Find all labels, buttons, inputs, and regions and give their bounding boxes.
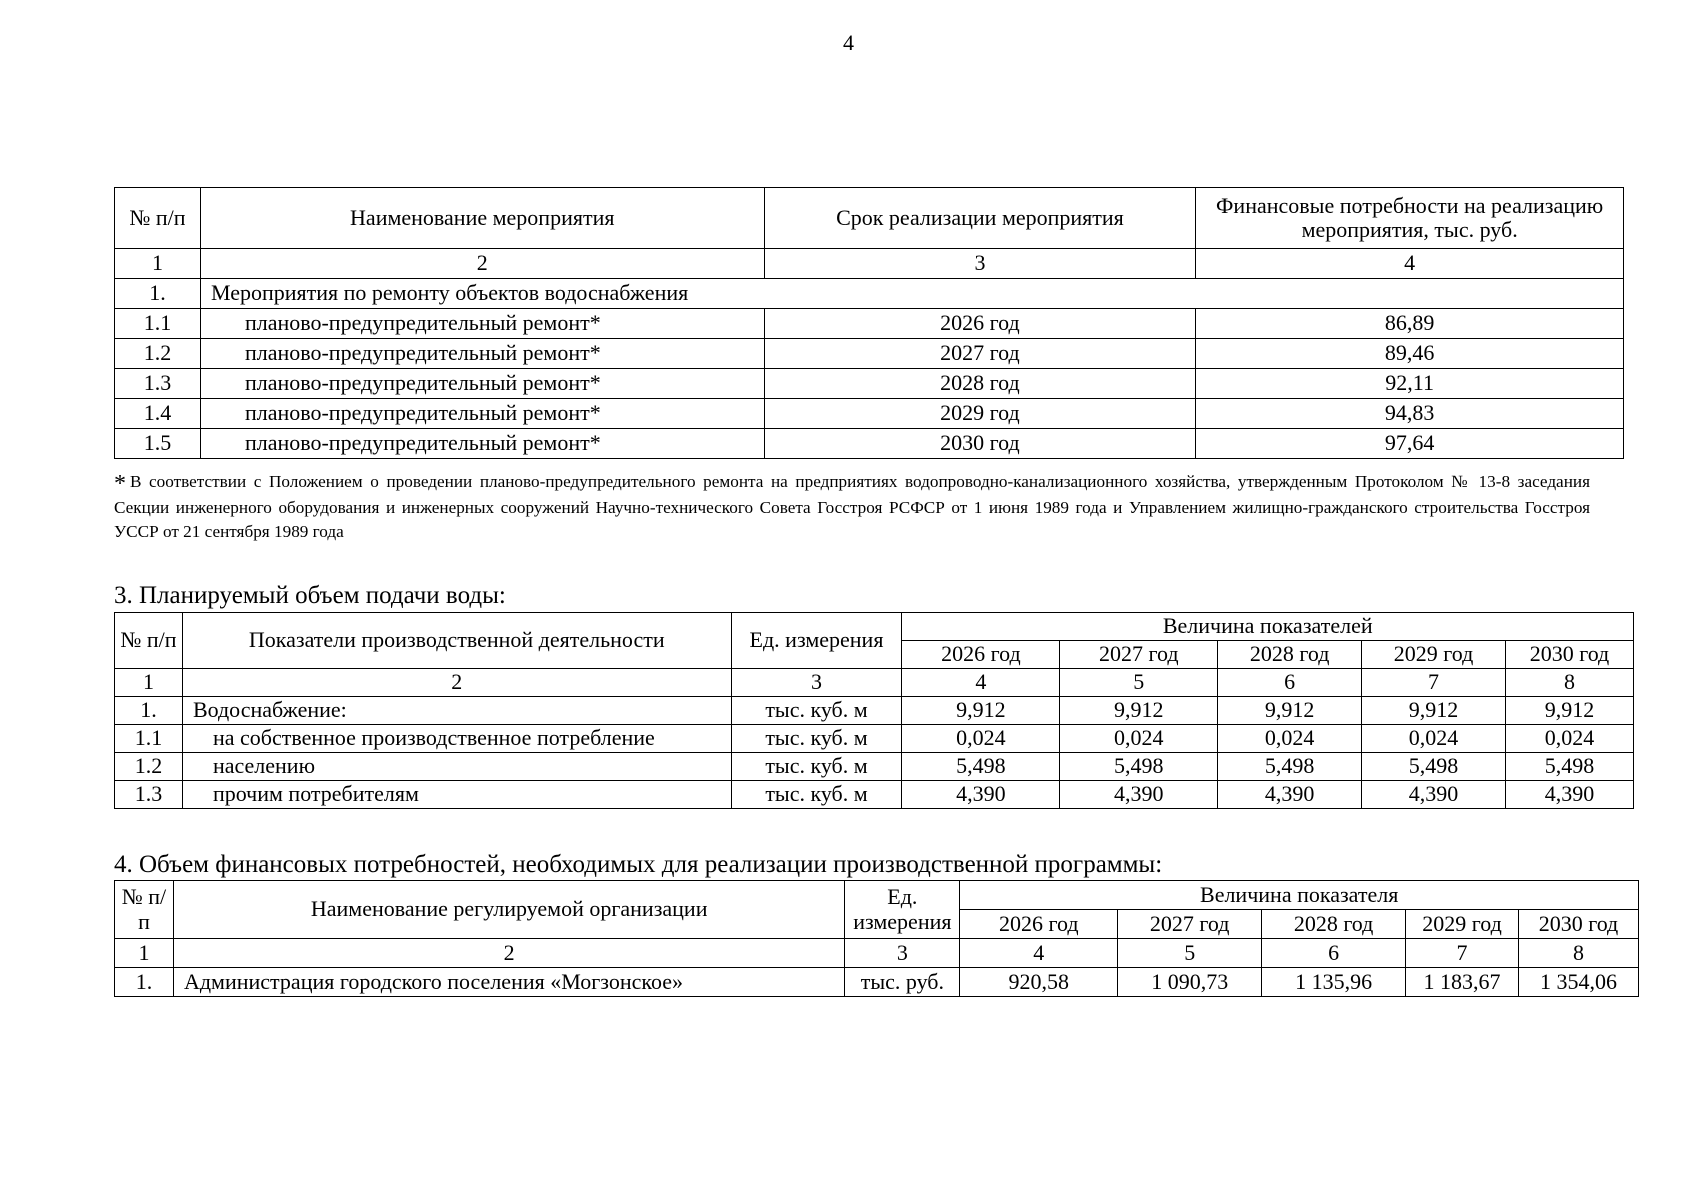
measure-amount: 89,46 [1196, 339, 1624, 369]
organization-name: Администрация городского поселения «Могзонское» [173, 968, 844, 997]
measure-name: планово-предупредительный ремонт* [200, 309, 764, 339]
value-cell: 9,912 [1218, 697, 1362, 725]
column-number: 4 [902, 669, 1060, 697]
value-cell: 1 183,67 [1406, 968, 1519, 997]
value-cell: 5,498 [1506, 753, 1634, 781]
indicator-name: Водоснабжение: [182, 697, 731, 725]
section-row [115, 279, 1624, 309]
unit-cell: тыс. куб. м [731, 725, 902, 753]
value-cell: 9,912 [1060, 697, 1218, 725]
header-cell: Величина показателя [960, 881, 1639, 910]
measure-name: планово-предупредительный ремонт* [200, 369, 764, 399]
value-cell: 0,024 [1362, 725, 1506, 753]
header-cell: Наименование мероприятия [200, 188, 764, 249]
measure-term: 2026 год [764, 309, 1196, 339]
row-number: 1. [115, 697, 183, 725]
unit-cell: тыс. куб. м [731, 753, 902, 781]
row-number: 1.4 [115, 399, 201, 429]
column-number: 4 [960, 939, 1118, 968]
header-cell: Наименование регулируемой организации [173, 881, 844, 939]
measure-amount: 94,83 [1196, 399, 1624, 429]
year-header: 2028 год [1218, 641, 1362, 669]
header-cell: № п/п [115, 613, 183, 669]
table-row [115, 399, 1624, 429]
column-number: 3 [845, 939, 960, 968]
indicator-name: прочим потребителям [182, 781, 731, 809]
value-cell: 5,498 [1218, 753, 1362, 781]
year-header: 2030 год [1519, 910, 1639, 939]
table-row [115, 725, 1634, 753]
value-cell: 0,024 [1218, 725, 1362, 753]
measure-name: планово-предупредительный ремонт* [200, 399, 764, 429]
column-number: 6 [1218, 669, 1362, 697]
year-header: 2026 год [902, 641, 1060, 669]
column-number: 7 [1362, 669, 1506, 697]
year-header: 2029 год [1406, 910, 1519, 939]
measure-term: 2027 год [764, 339, 1196, 369]
header-cell: Ед. измерения [845, 881, 960, 939]
year-header: 2029 год [1362, 641, 1506, 669]
value-cell: 0,024 [1506, 725, 1634, 753]
value-cell: 4,390 [902, 781, 1060, 809]
header-cell: Показатели производственной деятельности [182, 613, 731, 669]
header-cell: № п/п [115, 188, 201, 249]
table-header-row [115, 881, 1639, 910]
column-number: 2 [173, 939, 844, 968]
column-number: 6 [1262, 939, 1406, 968]
value-cell: 5,498 [902, 753, 1060, 781]
header-cell: № п/п [115, 881, 174, 939]
column-number: 1 [115, 939, 174, 968]
table-row [115, 697, 1634, 725]
financial-needs-table [114, 880, 1639, 997]
measure-amount: 92,11 [1196, 369, 1624, 399]
indicator-name: на собственное производственное потребление [182, 725, 731, 753]
value-cell: 4,390 [1060, 781, 1218, 809]
measure-amount: 97,64 [1196, 429, 1624, 459]
page-number: 4 [843, 30, 854, 55]
column-number: 2 [182, 669, 731, 697]
column-number-row [115, 939, 1639, 968]
column-number: 1 [115, 669, 183, 697]
value-cell: 5,498 [1362, 753, 1506, 781]
table-row [115, 968, 1639, 997]
column-number: 8 [1519, 939, 1639, 968]
header-cell: Финансовые потребности на реализацию мероприятия, тыс. руб. [1196, 188, 1624, 249]
water-supply-volume-table [114, 612, 1634, 809]
value-cell: 9,912 [902, 697, 1060, 725]
value-cell: 1 090,73 [1118, 968, 1262, 997]
column-number: 3 [731, 669, 902, 697]
header-cell: Ед. измерения [731, 613, 902, 669]
value-cell: 4,390 [1506, 781, 1634, 809]
row-number: 1.1 [115, 309, 201, 339]
footnote [114, 470, 1590, 544]
row-number: 1.2 [115, 339, 201, 369]
value-cell: 4,390 [1218, 781, 1362, 809]
section-name: Мероприятия по ремонту объектов водоснабжения [200, 279, 1623, 309]
column-number: 5 [1118, 939, 1262, 968]
column-number: 2 [200, 249, 764, 279]
section-3-title: 3. Планируемый объем подачи воды: [114, 582, 506, 609]
footnote-marker: * [114, 471, 126, 497]
row-number: 1.2 [115, 753, 183, 781]
measure-name: планово-предупредительный ремонт* [200, 429, 764, 459]
unit-cell: тыс. куб. м [731, 697, 902, 725]
table-header-row [115, 613, 1634, 641]
year-header: 2026 год [960, 910, 1118, 939]
repair-measures-table [114, 187, 1624, 459]
footnote-text: В соответствии с Положением о проведении планово-предупредительного ремонта на предприятиях водопроводно-канализационного хозяйства, утвержденным Протоколом № 13-8 заседания Секции инженерного оборудования и инженерных сооружений Научно-технического Совета Госстроя РСФСР от 1 июня 1989 года и Управлением жилищно-гражданского строительства Госстроя УССР от 21 сентября 1989 года [114, 472, 1590, 541]
row-number: 1.3 [115, 781, 183, 809]
year-header: 2028 год [1262, 910, 1406, 939]
measure-amount: 86,89 [1196, 309, 1624, 339]
header-cell: Величина показателей [902, 613, 1634, 641]
value-cell: 0,024 [902, 725, 1060, 753]
row-number: 1.1 [115, 725, 183, 753]
table-row [115, 781, 1634, 809]
measure-term: 2028 год [764, 369, 1196, 399]
column-number: 3 [764, 249, 1196, 279]
value-cell: 0,024 [1060, 725, 1218, 753]
section-4-title: 4. Объем финансовых потребностей, необходимых для реализации производственной программы: [114, 851, 1163, 878]
column-number: 1 [115, 249, 201, 279]
column-number: 4 [1196, 249, 1624, 279]
table-row [115, 429, 1624, 459]
value-cell: 4,390 [1362, 781, 1506, 809]
row-number: 1.3 [115, 369, 201, 399]
year-header: 2027 год [1118, 910, 1262, 939]
column-number-row [115, 249, 1624, 279]
indicator-name: населению [182, 753, 731, 781]
row-number: 1. [115, 968, 174, 997]
value-cell: 1 354,06 [1519, 968, 1639, 997]
unit-cell: тыс. руб. [845, 968, 960, 997]
column-number: 7 [1406, 939, 1519, 968]
value-cell: 9,912 [1362, 697, 1506, 725]
column-number-row [115, 669, 1634, 697]
measure-name: планово-предупредительный ремонт* [200, 339, 764, 369]
unit-cell: тыс. куб. м [731, 781, 902, 809]
table-row [115, 339, 1624, 369]
row-number: 1. [115, 279, 201, 309]
header-cell: Срок реализации мероприятия [764, 188, 1196, 249]
column-number: 8 [1506, 669, 1634, 697]
measure-term: 2029 год [764, 399, 1196, 429]
row-number: 1.5 [115, 429, 201, 459]
year-header: 2030 год [1506, 641, 1634, 669]
year-header: 2027 год [1060, 641, 1218, 669]
measure-term: 2030 год [764, 429, 1196, 459]
value-cell: 920,58 [960, 968, 1118, 997]
value-cell: 5,498 [1060, 753, 1218, 781]
column-number: 5 [1060, 669, 1218, 697]
value-cell: 1 135,96 [1262, 968, 1406, 997]
value-cell: 9,912 [1506, 697, 1634, 725]
table-header-row [115, 188, 1624, 249]
table-row [115, 309, 1624, 339]
table-row [115, 753, 1634, 781]
table-row [115, 369, 1624, 399]
